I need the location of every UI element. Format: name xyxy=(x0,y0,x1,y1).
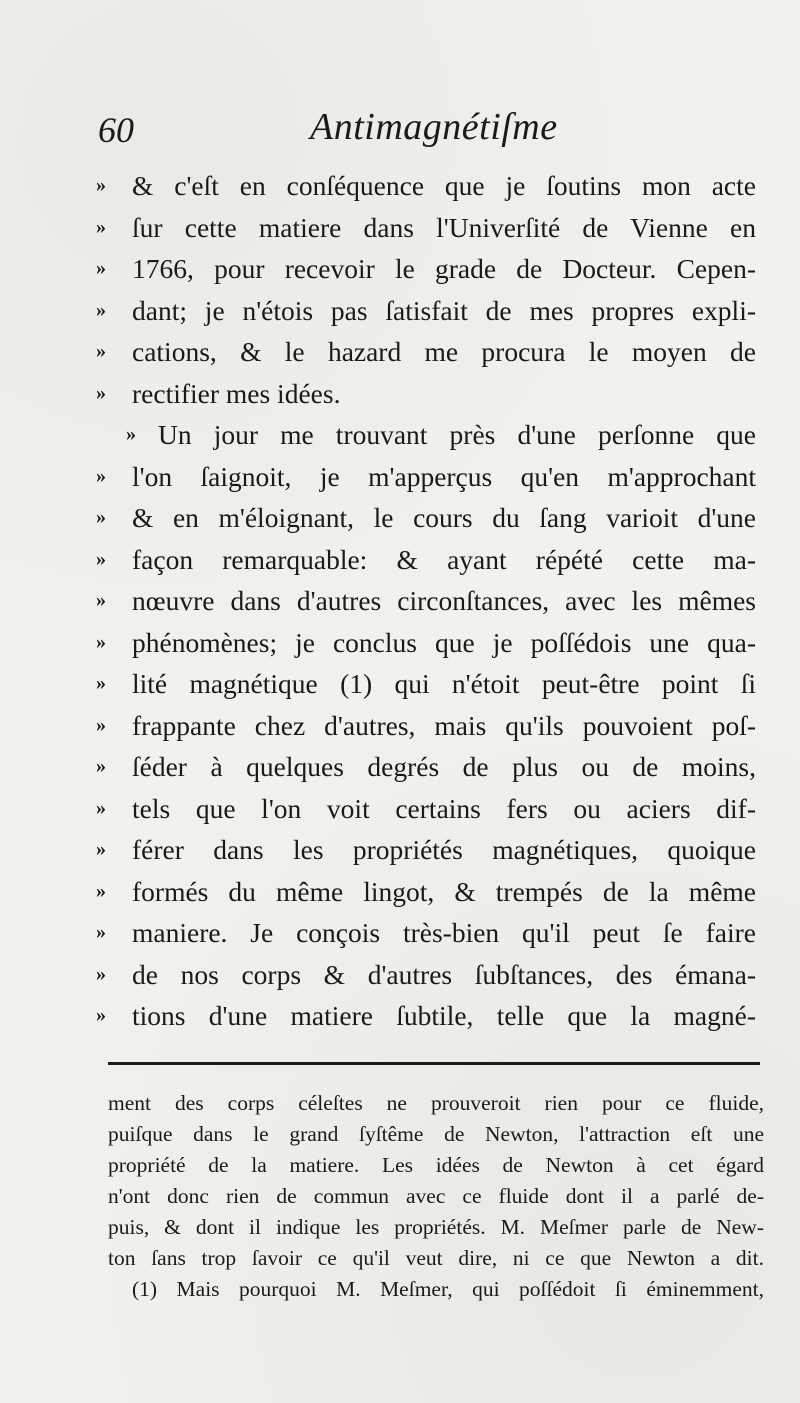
quotation-mark: » xyxy=(96,215,106,238)
quotation-mark: » xyxy=(96,257,106,279)
body-text xyxy=(96,165,776,1037)
text-line xyxy=(96,746,776,788)
text-line xyxy=(96,580,776,622)
line-text: l'on ſaignoit, je m'apperçus qu'en m'approchant xyxy=(132,460,756,492)
quotation-mark: » xyxy=(96,298,106,321)
line-text: dant; je n'étois pas ſatisfait de mes propres expli- xyxy=(132,294,756,326)
text-line xyxy=(96,456,776,498)
text-line xyxy=(96,373,776,415)
quotation-mark: » xyxy=(96,174,106,196)
text-line xyxy=(96,331,776,373)
line-text: férer dans les propriétés magnétiques, quoique xyxy=(132,834,756,865)
line-text: rectifier mes idées. xyxy=(132,377,341,409)
text-line xyxy=(96,912,776,954)
line-text: nœuvre dans d'autres circonſtances, avec les mêmes xyxy=(132,585,756,616)
quotation-mark: » xyxy=(96,381,106,404)
line-text: & en m'éloignant, le cours du ſang varioit d'une xyxy=(132,502,756,533)
quotation-mark: » xyxy=(96,962,106,985)
quotation-mark: » xyxy=(96,838,106,860)
quotation-mark: » xyxy=(96,879,106,902)
line-text: phénomènes; je conclus que je poſſédois une qua- xyxy=(132,626,756,658)
footnotes xyxy=(108,1088,764,1305)
line-text: 1766, pour recevoir le grade de Docteur. Cepen- xyxy=(132,253,756,284)
footnote-line: puiſque dans le grand ſyſtême de Newton, l'attraction eſt une xyxy=(108,1122,764,1146)
text-line xyxy=(96,207,776,249)
quotation-mark: » xyxy=(96,340,106,362)
text-line xyxy=(96,622,776,664)
quotation-mark: » xyxy=(96,755,106,777)
text-line xyxy=(96,497,776,539)
text-line xyxy=(96,414,776,456)
line-text: lité magnétique (1) qui n'étoit peut-être point ſi xyxy=(132,668,756,699)
quotation-mark: » xyxy=(96,672,106,694)
text-line xyxy=(96,539,776,581)
page-header xyxy=(98,105,740,155)
line-text: frappante chez d'autres, mais qu'ils pouvoient poſ- xyxy=(132,709,756,741)
line-text: ſur cette matiere dans l'Univerſité de Vienne en xyxy=(132,211,756,243)
line-text: ſéder à quelques degrés de plus ou de moins, xyxy=(132,751,756,782)
text-line xyxy=(96,248,776,290)
line-text: maniere. Je conçois très-bien qu'il peut ſe faire xyxy=(132,917,756,948)
text-line xyxy=(96,165,776,207)
line-text: tels que l'on voit certains fers ou aciers dif- xyxy=(132,792,756,824)
text-line xyxy=(96,290,776,332)
quotation-mark: » xyxy=(96,630,106,653)
text-line xyxy=(96,705,776,747)
quotation-mark: » xyxy=(96,506,106,528)
footnote-line: ment des corps céleſtes ne prouveroit rien pour ce fluide, xyxy=(108,1091,764,1115)
quotation-mark: » xyxy=(96,547,106,570)
footnote-rule xyxy=(108,1062,760,1065)
quotation-mark: » xyxy=(96,796,106,819)
quotation-mark: » xyxy=(96,464,106,487)
text-line xyxy=(96,663,776,705)
text-line xyxy=(96,995,776,1037)
line-text: Un jour me trouvant près d'une perſonne que xyxy=(158,419,756,450)
line-text: façon remarquable: & ayant répété cette ma- xyxy=(132,543,756,575)
line-text: & c'eſt en conſéquence que je ſoutins mon acte xyxy=(132,170,756,201)
quotation-mark: » xyxy=(96,589,106,611)
quotation-mark: » xyxy=(96,713,106,736)
text-line xyxy=(96,954,776,996)
text-line xyxy=(96,788,776,830)
quotation-mark: » xyxy=(96,921,106,943)
page-number: 60 xyxy=(98,110,134,150)
footnote-line: puis, & dont il indique les propriétés. M. Meſmer parle de New- xyxy=(108,1215,764,1239)
text-line xyxy=(96,829,776,871)
quotation-mark: » xyxy=(126,423,136,445)
line-text: cations, & le hazard me procura le moyen de xyxy=(132,336,756,367)
footnote-line: (1) Mais pourquoi M. Meſmer, qui poſſédoit ſi éminemment, xyxy=(132,1277,764,1301)
text-line xyxy=(96,871,776,913)
footnote-line: n'ont donc rien de commun avec ce fluide dont il a parlé de- xyxy=(108,1184,764,1208)
line-text: de nos corps & d'autres ſubſtances, des émana- xyxy=(132,958,756,990)
line-text: formés du même lingot, & trempés de la même xyxy=(132,875,756,907)
line-text: tions d'une matiere ſubtile, telle que la magné- xyxy=(132,1000,756,1031)
footnote-line: ton ſans trop ſavoir ce qu'il veut dire, ni ce que Newton a dit. xyxy=(108,1246,764,1270)
running-title: Antimagnétiſme xyxy=(310,106,558,148)
quotation-mark: » xyxy=(96,1004,106,1026)
footnote-line: propriété de la matiere. Les idées de Newton à cet égard xyxy=(108,1153,764,1177)
